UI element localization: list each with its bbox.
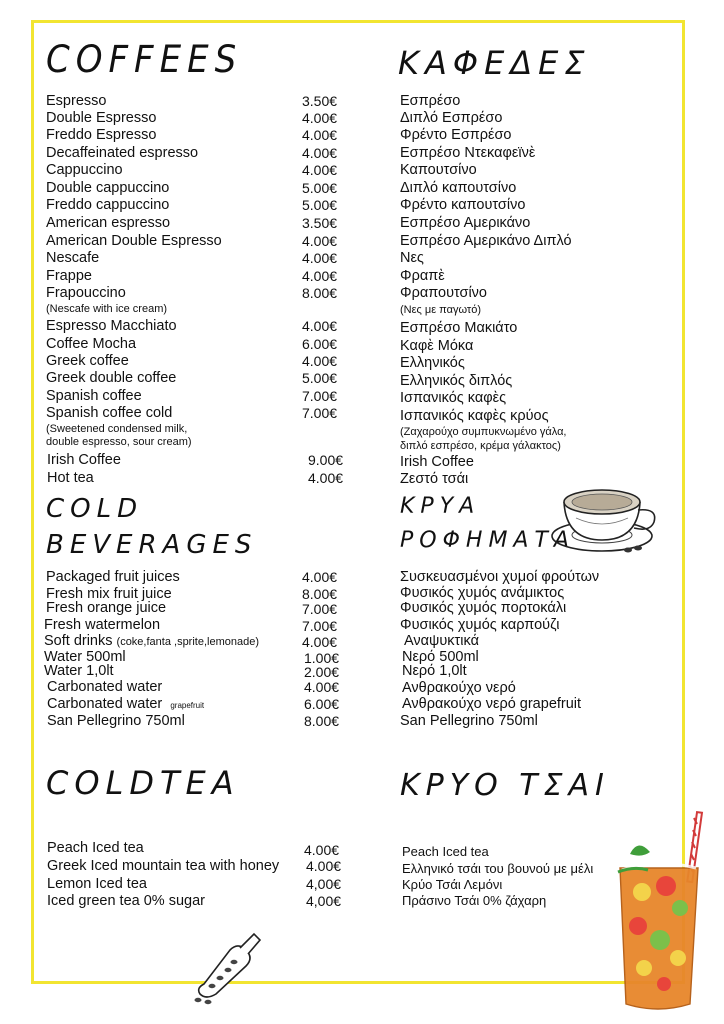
menu-item-greek: Φρέντο καπουτσίνο <box>400 197 526 213</box>
menu-item: Carbonated water grapefruit <box>47 696 205 712</box>
menu-item: Spanish coffee <box>46 388 142 404</box>
menu-item: Greek coffee <box>46 353 129 369</box>
menu-item: Freddo Espresso <box>46 127 157 143</box>
menu-price: 4.00€ <box>304 842 340 858</box>
menu-item-greek: Ελληνικός <box>400 355 465 371</box>
menu-item-greek: Ανθρακούχο νερό <box>402 680 516 696</box>
menu-price: 4,00€ <box>306 876 342 892</box>
cold-beverages-heading-line2: BEVERAGES <box>46 530 258 560</box>
menu-price: 4.00€ <box>302 569 338 585</box>
menu-price: 5.00€ <box>302 197 338 213</box>
menu-price: 8.00€ <box>302 285 338 301</box>
menu-price: 4.00€ <box>302 634 338 650</box>
menu-item: Packaged fruit juices <box>46 569 180 585</box>
menu-item: Peach Iced tea <box>47 840 144 856</box>
menu-price: 3.50€ <box>302 215 338 231</box>
menu-item: Hot tea <box>47 470 94 486</box>
menu-item: Lemon Iced tea <box>47 876 147 892</box>
menu-item-greek: Φυσικός χυμός πορτοκάλι <box>400 600 567 616</box>
menu-item-greek: Ελληνικός διπλός <box>400 373 513 389</box>
menu-item-greek: Διπλό καπουτσίνο <box>400 180 517 196</box>
cold-tea-heading: COLDTEA <box>46 764 240 802</box>
menu-price: 4.00€ <box>302 162 338 178</box>
menu-item-note: (Nescafe with ice cream) <box>46 303 168 315</box>
menu-price: 4.00€ <box>302 145 338 161</box>
menu-item-greek: Νερό 1,0lt <box>402 663 467 679</box>
menu-item-greek: Ανθρακούχο νερό grapefruit <box>402 696 582 712</box>
menu-item-note-greek: (Ζαχαρούχο συμπυκνωμένο γάλα, <box>400 426 567 438</box>
coffees-heading: COFFEES <box>46 38 243 82</box>
menu-item-greek: Εσπρέσο Ντεκαφεϊνὲ <box>400 145 536 161</box>
coffee-cup-icon <box>550 478 662 560</box>
menu-price: 5.00€ <box>302 180 338 196</box>
menu-item-note: (coke,fanta ,sprite,lemonade) <box>116 636 259 648</box>
iced-tea-glass-icon <box>608 808 708 1018</box>
menu-item: Fresh watermelon <box>44 617 161 633</box>
menu-item-greek: Peach Iced tea <box>402 844 489 859</box>
menu-item: Irish Coffee <box>47 452 121 468</box>
menu-item-greek: Καφὲ Μόκα <box>400 338 474 354</box>
menu-item: Nescafe <box>46 250 100 266</box>
menu-item-note-greek: (Νες με παγωτό) <box>400 304 482 316</box>
cold-beverages-heading-greek: ΚΡΥΑ <box>400 494 481 519</box>
menu-item-note: grapefruit <box>170 701 205 710</box>
cold-beverages-heading: COLD <box>46 494 144 524</box>
menu-item-greek: Καπουτσίνο <box>400 162 477 178</box>
menu-price: 7.00€ <box>302 405 338 421</box>
menu-item-greek: Φυσικός χυμός ανάμικτος <box>400 585 565 601</box>
menu-item: Fresh mix fruit juice <box>46 586 172 602</box>
menu-item: Coffee Mocha <box>46 336 137 352</box>
menu-price: 8.00€ <box>302 586 338 602</box>
menu-price: 6.00€ <box>302 336 338 352</box>
menu-item: Espresso Macchiato <box>46 318 177 334</box>
menu-item: Frappe <box>46 268 92 284</box>
menu-item-greek: Εσπρέσο Μακιάτο <box>400 320 518 336</box>
menu-item: Frapouccino <box>46 285 126 301</box>
menu-item-greek: Διπλό Εσπρέσο <box>400 110 503 126</box>
menu-price: 6.00€ <box>304 696 340 712</box>
menu-item: Water 500ml <box>44 649 126 665</box>
menu-item: Spanish coffee cold <box>46 405 173 421</box>
menu-item-greek: Εσπρέσο Αμερικάνο Διπλό <box>400 233 572 249</box>
menu-item-greek: Εσπρέσο <box>400 93 461 109</box>
menu-item: Greek Iced mountain tea with honey <box>47 858 280 874</box>
menu-price: 4.00€ <box>302 127 338 143</box>
menu-item-greek: Irish Coffee <box>400 454 474 470</box>
menu-item: Water 1,0lt <box>44 663 114 679</box>
menu-price: 4,00€ <box>306 893 342 909</box>
menu-price: 7.00€ <box>302 388 338 404</box>
coffees-heading-greek: ΚΑΦΕΔΕΣ <box>398 44 591 82</box>
menu-item-greek: Φραπὲ <box>400 268 445 284</box>
menu-item: Espresso <box>46 93 107 109</box>
menu-item-greek: Φυσικός χυμός καρπούζι <box>400 617 560 633</box>
menu-item: American Double Espresso <box>46 233 222 249</box>
menu-item: Freddo cappuccino <box>46 197 170 213</box>
cold-tea-heading-greek: ΚΡΥΟ ΤΣΑΙ <box>400 768 610 803</box>
menu-price: 4.00€ <box>306 858 342 874</box>
menu-price: 5.00€ <box>302 370 338 386</box>
menu-price: 4.00€ <box>302 353 338 369</box>
menu-price: 3.50€ <box>302 93 338 109</box>
menu-item: Decaffeinated espresso <box>46 145 199 161</box>
menu-price: 7.00€ <box>302 601 338 617</box>
menu-item-greek: San Pellegrino 750ml <box>400 713 538 729</box>
menu-item-greek: Εσπρέσο Αμερικάνο <box>400 215 531 231</box>
menu-item-greek: Ζεστό τσάι <box>400 471 469 487</box>
menu-price: 4.00€ <box>302 318 338 334</box>
menu-item-note: double espresso, sour cream) <box>46 436 192 448</box>
menu-price: 4.00€ <box>302 110 338 126</box>
menu-item-greek: Φρέντο Εσπρέσο <box>400 127 512 143</box>
menu-price: 9.00€ <box>308 452 344 468</box>
menu-item: Double cappuccino <box>46 180 170 196</box>
menu-item-note-greek: διπλό εσπρέσο, κρέμα γάλακτος) <box>400 440 561 452</box>
menu-item: San Pellegrino 750ml <box>47 713 185 729</box>
menu-item: Double Espresso <box>46 110 157 126</box>
menu-item: Carbonated water <box>47 679 163 695</box>
menu-item-greek: Φραπουτσίνο <box>400 285 487 301</box>
menu-item-greek: Νες <box>400 250 424 266</box>
menu-price: 2.00€ <box>304 664 340 680</box>
menu-item-greek: Ελληνικό τσάι του βουνού με μέλι <box>402 861 594 876</box>
menu-item: Soft drinks (coke,fanta ,sprite,lemonade) <box>44 633 259 649</box>
cold-beverages-heading-greek-line2: ΡΟΦΗΜΑΤΑ <box>400 528 575 553</box>
menu-item: Iced green tea 0% sugar <box>47 893 205 909</box>
menu-price: 4.00€ <box>302 268 338 284</box>
menu-item-greek: Συσκευασμένοι χυμοί φρούτων <box>400 569 600 585</box>
menu-item: Cappuccino <box>46 162 123 178</box>
menu-item-greek: Κρύο Τσάι Λεμόνι <box>402 877 503 892</box>
menu-price: 8.00€ <box>304 713 340 729</box>
menu-price: 1.00€ <box>304 650 340 666</box>
menu-price: 4.00€ <box>302 233 338 249</box>
menu-item-greek: Ισπανικός καφὲς κρύος <box>400 408 549 424</box>
menu-item-greek: Ισπανικός καφὲς <box>400 390 507 406</box>
menu-price: 4.00€ <box>308 470 344 486</box>
menu-price: 7.00€ <box>302 618 338 634</box>
menu-item: Fresh orange juice <box>46 600 167 616</box>
menu-price: 4.00€ <box>304 679 340 695</box>
menu-item-greek: Αναψυκτικά <box>404 633 479 649</box>
menu-item: American espresso <box>46 215 171 231</box>
menu-item: Greek double coffee <box>46 370 177 386</box>
coffee-scoop-icon <box>184 928 264 1008</box>
menu-item-note: (Sweetened condensed milk, <box>46 423 188 435</box>
menu-item-greek: Πράσινο Τσάι 0% ζάχαρη <box>402 893 547 908</box>
menu-item-greek: Νερό 500ml <box>402 649 479 665</box>
menu-price: 4.00€ <box>302 250 338 266</box>
